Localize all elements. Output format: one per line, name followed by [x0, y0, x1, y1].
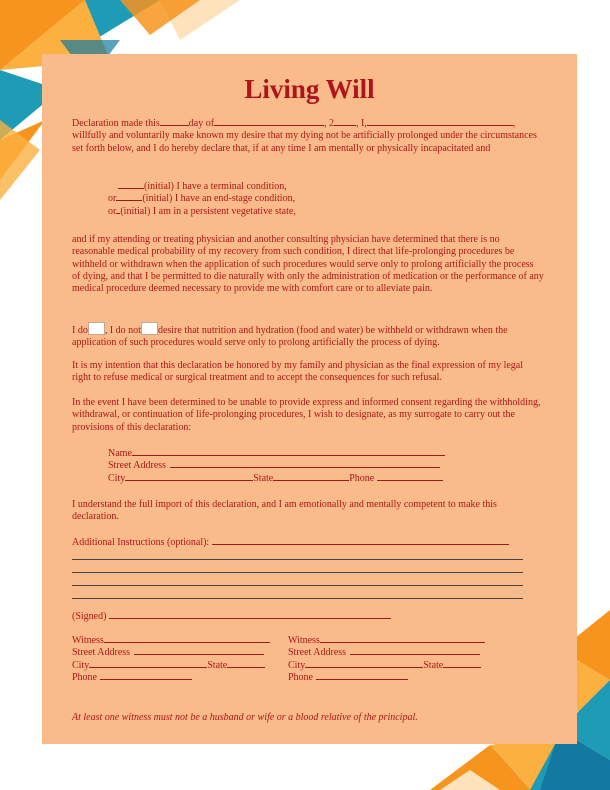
surrogate-name-label: Name [108, 448, 132, 459]
witness-1-phone-field[interactable] [100, 679, 192, 680]
witness-1-city-row [72, 660, 282, 672]
condition-terminal-label: (initial) I have a terminal condition, [144, 181, 287, 192]
witness-1-field[interactable] [104, 642, 270, 643]
witness-2-phone-row [288, 672, 498, 684]
i-do-not-label: , I do not [104, 325, 141, 336]
condition-endstage [108, 193, 408, 205]
witness-1-block [72, 635, 282, 684]
surrogate-street-label: Street Address [108, 460, 167, 472]
additional-instructions-field[interactable] [212, 544, 509, 545]
declaration-comma: , [512, 118, 516, 129]
instructions-line-4[interactable] [72, 598, 523, 599]
signed-row [72, 611, 544, 623]
year-blank[interactable] [334, 125, 356, 126]
declarant-name-blank[interactable] [367, 125, 513, 126]
nutrition-rest: desire that nutrition and hydration (food and water) be withheld or withdrawn when the application of such procedures would serve only to prolong artificially the process of dying. [72, 325, 508, 349]
condition-vegetative [108, 206, 408, 218]
intention-paragraph: It is my intention that this declaration be honored by my family and physician as the final expression of my legal right to refuse medical or surgical treatment and to accept the consequences for such refusal. [72, 360, 524, 384]
surrogate-state-label: State [253, 472, 274, 484]
nutrition-paragraph [72, 322, 544, 350]
witness-2-street-label: Street Address [288, 647, 347, 659]
witness-1-label: Witness [72, 635, 104, 646]
witness-2-phone-label: Phone [288, 671, 313, 683]
understand-paragraph: I understand the full import of this declaration, and I am emotionally and mentally competent to make this declaration. [72, 499, 497, 523]
declaration-text: Declaration made this [72, 118, 160, 129]
witness-2-city-field[interactable] [305, 667, 423, 668]
i-do-not-checkbox[interactable] [141, 322, 158, 335]
surrogate-city-field[interactable] [125, 480, 253, 481]
witness-1-street-field[interactable] [134, 654, 264, 655]
conditions-list [108, 181, 408, 218]
attending-paragraph: and if my attending or treating physician and another consulting physician have determined that there is no reasonable medical probability of my recovery from such condition, I direct that life-prolonging procedures be withheld or withdrawn when the application of such procedures would serve only to prolong artificially the process of dying, and that I be permitted to die naturally with only the administration of medication or the performance of any medical procedure deemed necessary to provide me with comfort care or to alleviate pain. [72, 234, 544, 295]
initial-blank-terminal[interactable] [118, 188, 144, 189]
declaration-text-dayof: day of [188, 118, 215, 129]
condition-terminal [108, 181, 408, 193]
surrogate-fields [108, 448, 468, 485]
document-title: Living Will [244, 74, 375, 104]
witness-2-street-field[interactable] [350, 654, 480, 655]
witness-2-block [288, 635, 498, 684]
initial-blank-endstage[interactable] [116, 200, 142, 201]
witness-1-row [72, 635, 282, 647]
declaration-text-i: , I, [356, 118, 367, 129]
signed-label: (Signed) [72, 611, 107, 622]
witness-2-street-row [288, 647, 498, 659]
document-sheet [42, 54, 577, 744]
surrogate-paragraph: In the event I have been determined to be unable to provide express and informed consent regarding the withholding, withdrawal, or continuation of life-prolonging procedures, I wish to designate, as my surrogate to carry out the provisions of this declaration: [72, 397, 541, 433]
witness-1-city-field[interactable] [89, 667, 207, 668]
month-blank[interactable] [214, 125, 324, 126]
surrogate-phone-field[interactable] [377, 480, 443, 481]
surrogate-street-field[interactable] [170, 467, 440, 468]
witness-1-city-label: City [72, 659, 90, 671]
condition-endstage-label: (initial) I have an end-stage condition, [142, 193, 296, 205]
surrogate-street-row [108, 460, 468, 472]
or-label-2: or [108, 205, 117, 217]
day-blank[interactable] [160, 125, 189, 126]
witness-2-field[interactable] [320, 642, 485, 643]
i-do-checkbox[interactable] [88, 322, 105, 335]
witness-1-state-label: State [207, 659, 228, 671]
surrogate-name-row [108, 448, 468, 460]
instructions-line-1[interactable] [72, 559, 523, 560]
witness-2-row [288, 635, 498, 647]
declaration-text-year: , 2 [324, 118, 335, 129]
surrogate-phone-label: Phone [349, 472, 375, 484]
witness-2-city-label: City [288, 659, 306, 671]
additional-instructions-row [72, 537, 544, 549]
witness-1-street-label: Street Address [72, 647, 131, 659]
or-label-1: or [108, 193, 117, 205]
additional-instructions-label: Additional Instructions (optional): [72, 537, 210, 548]
witness-1-phone-label: Phone [72, 671, 97, 683]
witness-2-state-label: State [423, 659, 444, 671]
signature-field[interactable] [109, 618, 391, 619]
declaration-rest: willfully and voluntarily make known my desire that my dying not be artificially prolonged under the circumstances set forth below, and I do hereby declare that, if at any time I am mentally or physically incapacitated and [72, 130, 537, 154]
witness-requirement-note: At least one witness must not be a husband or wife or a blood relative of the principal. [72, 712, 418, 723]
condition-vegetative-label: (initial) I am in a persistent vegetative state, [120, 205, 296, 217]
instructions-line-3[interactable] [72, 585, 523, 586]
declaration-paragraph [72, 118, 544, 155]
instructions-line-2[interactable] [72, 572, 523, 573]
surrogate-city-row [108, 473, 468, 485]
witness-1-street-row [72, 647, 282, 659]
witness-2-city-row [288, 660, 498, 672]
surrogate-city-label: City [108, 472, 126, 484]
witness-2-state-field[interactable] [443, 667, 481, 668]
witness-2-phone-field[interactable] [316, 679, 408, 680]
surrogate-state-field[interactable] [273, 480, 349, 481]
i-do-label: I do [72, 325, 88, 336]
witness-2-label: Witness [288, 635, 320, 646]
witness-1-phone-row [72, 672, 282, 684]
witness-1-state-field[interactable] [227, 667, 265, 668]
surrogate-name-field[interactable] [132, 455, 445, 456]
